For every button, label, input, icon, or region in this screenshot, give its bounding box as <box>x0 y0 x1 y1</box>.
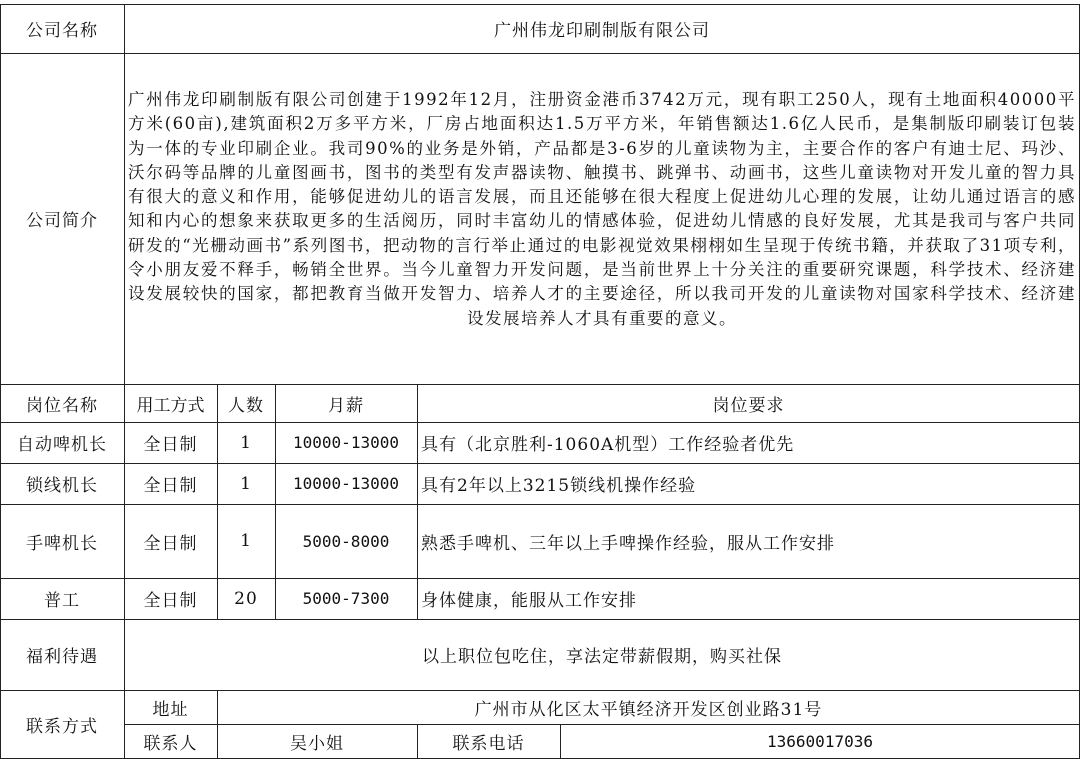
job-employment: 全日制 <box>143 533 198 554</box>
job-salary: 5000-7300 <box>302 589 390 608</box>
benefits-label: 福利待遇 <box>26 647 98 667</box>
company-name: 广州伟龙印刷制版有限公司 <box>494 21 710 41</box>
grid-line <box>0 53 1080 54</box>
job-requirement: 具有（北京胜利-1060A机型）工作经验者优先 <box>421 435 795 455</box>
job-requirement: 熟悉手啤机、三年以上手啤操作经验，服从工作安排 <box>421 533 835 554</box>
company-intro-text: 广州伟龙印刷制版有限公司创建于1992年12月，注册资金港币3742万元，现有职工250人，现有土地面积40000平方米(60亩),建筑面积2万多平方米，厂房占地面积达1.5万平方米，年销售额达1.6亿人民币，是集制版印刷装订包装为一体的专业印刷企业。我司90%的业务是外销，产品都是3-6岁的儿童读物为主，主要合作的客户有迪士尼、玛沙、沃尔码等品牌的儿童图画书，图书的类型有发声器读物、触摸书、跳弹书、动画书，这些儿童读物对开发儿童的智力具有很大的意义和作用，能够促进幼儿的语言发展，而且还能够在很大程度上促进幼儿心理的发展，让幼儿通过语言的感知和内心的想象来获取更多的生活阅历，同时丰富幼儿的情感体验，促进幼儿情感的良好发展，尤其是我司与客户共同研发的“光栅动画书”系列图书，把动物的言行举止通过的电影视觉效果栩栩如生呈现于传统书籍，并获取了31项专利，令小朋友爱不释手，畅销全世界。当今儿童智力开发问题，是当前世界上十分关注的重要研究课题，科学技术、经济建设发展较快的国家，都把教育当做开发智力、培养人才的主要途径，所以我司开发的儿童读物对国家科学技术、经济建设发展培养人才具有重要的意义。 <box>128 90 1076 328</box>
company-intro-label: 公司简介 <box>26 211 98 231</box>
job-employment: 全日制 <box>143 591 198 611</box>
contact-phone-label: 联系电话 <box>452 734 525 754</box>
job-employment: 全日制 <box>143 476 198 496</box>
contact-label: 联系方式 <box>26 717 98 737</box>
company-name-label: 公司名称 <box>26 21 98 41</box>
job-employment: 全日制 <box>143 435 198 455</box>
job-count: 1 <box>240 432 252 453</box>
job-requirement: 身体健康，能服从工作安排 <box>421 591 637 611</box>
column-header-count: 人数 <box>228 395 264 416</box>
job-salary: 10000-13000 <box>293 433 399 452</box>
job-position: 普工 <box>44 591 80 611</box>
job-count: 1 <box>240 473 252 494</box>
address-value: 广州市从化区太平镇经济开发区创业路31号 <box>474 699 823 720</box>
job-salary: 10000-13000 <box>293 474 399 493</box>
contact-person-label: 联系人 <box>143 734 198 754</box>
job-requirement: 具有2年以上3215锁线机操作经验 <box>421 476 697 496</box>
job-position: 锁线机长 <box>26 476 98 496</box>
job-position: 自动啤机长 <box>17 435 107 455</box>
column-header-requirement: 岗位要求 <box>712 395 785 416</box>
benefits-text: 以上职位包吃住，享法定带薪假期，购买社保 <box>422 647 782 667</box>
job-count: 1 <box>240 531 252 551</box>
job-position: 手啤机长 <box>26 533 98 554</box>
job-count: 20 <box>234 588 258 609</box>
contact-person-value: 吴小姐 <box>290 734 344 754</box>
column-header-position: 岗位名称 <box>26 395 98 416</box>
contact-phone-value: 13660017036 <box>767 732 873 751</box>
job-salary: 5000-8000 <box>302 531 390 551</box>
column-header-salary: 月薪 <box>328 395 364 416</box>
column-header-employment: 用工方式 <box>136 395 205 416</box>
address-label: 地址 <box>152 699 189 720</box>
